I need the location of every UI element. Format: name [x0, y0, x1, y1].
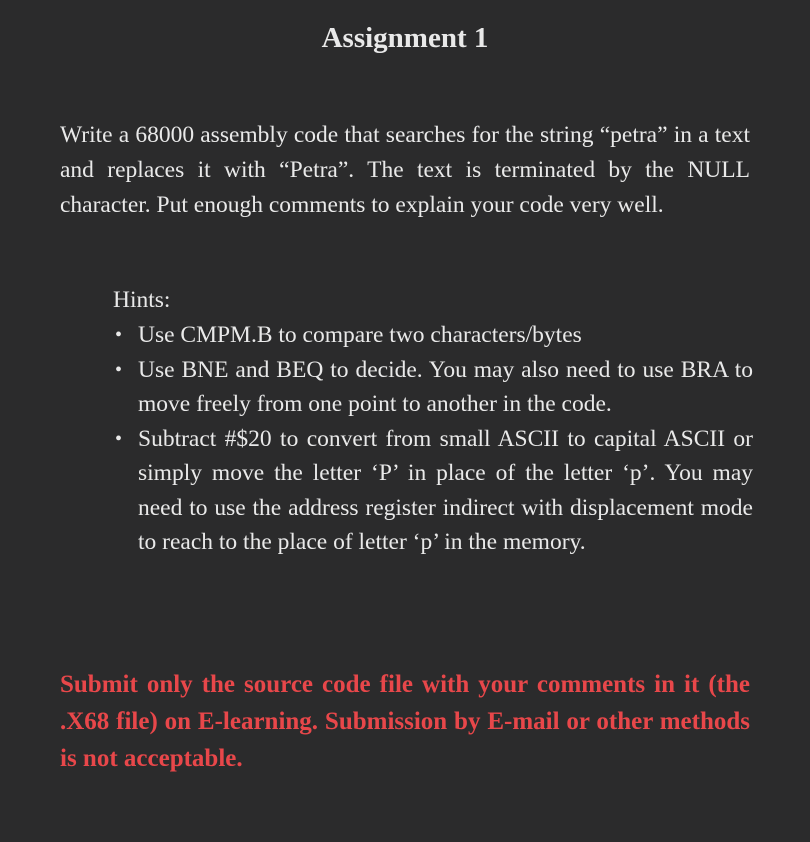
- hints-section: [113, 283, 753, 560]
- hint-item: [113, 353, 753, 422]
- bullet-icon: •: [115, 324, 123, 346]
- document-title: Assignment 1: [321, 22, 489, 54]
- bullet-icon: •: [115, 358, 123, 381]
- hint-text: Use CMPM.B to compare two characters/bytes: [138, 322, 582, 348]
- submission-warning: Submit only the source code file with your comments in it (the .X68 file) on E-learning. Submission by E-mail or other methods is not acceptable.: [60, 671, 750, 772]
- hints-heading: Hints:: [113, 287, 171, 313]
- hints-list: [113, 318, 753, 560]
- hint-text: Use BNE and BEQ to decide. You may also need to use BRA to move freely from one point to another in the code.: [138, 356, 753, 417]
- hint-item: [113, 422, 753, 560]
- assignment-description: Write a 68000 assembly code that searches for the string “petra” in a text and replaces it with “Petra”. The text is terminated by the NULL character. Put enough comments to explain your code very well.: [60, 122, 750, 218]
- bullet-icon: •: [115, 427, 123, 450]
- hint-item: [113, 318, 753, 353]
- hint-text: Subtract #$20 to convert from small ASCII to capital ASCII or simply move the letter ‘P’ in place of the letter ‘p’. You may need to use the address register indirect with displacement mode to reach to the place of letter ‘p’ in the memory.: [138, 425, 753, 555]
